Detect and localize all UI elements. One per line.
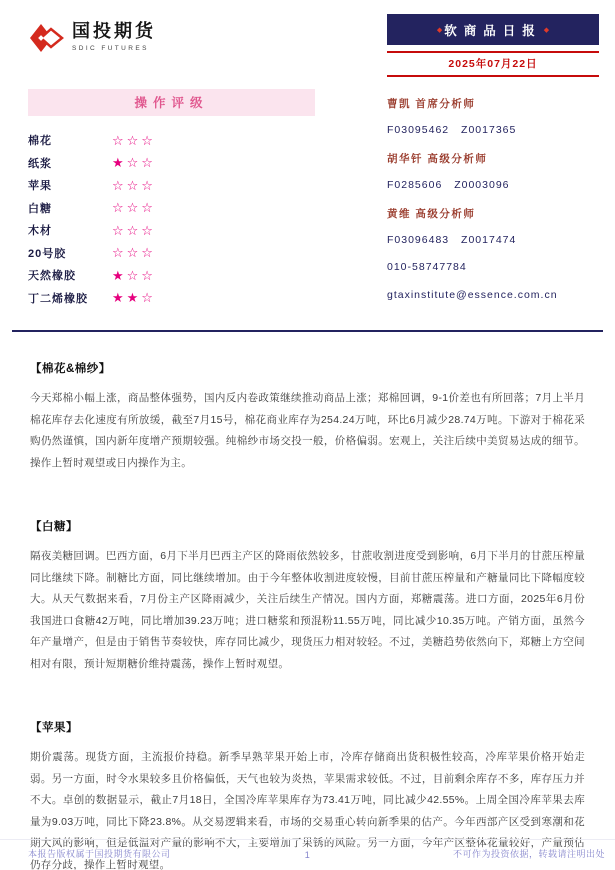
rating-row xyxy=(28,174,315,197)
brand-name: 国投期货 xyxy=(72,21,156,41)
rating-row xyxy=(28,129,315,152)
rating-list xyxy=(28,129,315,309)
rating-analyst-row xyxy=(0,77,615,316)
star-rating: ☆☆☆ xyxy=(112,245,156,261)
analyst-name: 胡华钎 高级分析师 xyxy=(387,153,488,165)
sdic-logo-icon xyxy=(28,22,64,54)
footer-disclaimer: 不可作为投资依据，转载请注明出处 xyxy=(452,849,605,859)
brand-logo xyxy=(28,22,156,54)
analyst-panel xyxy=(387,89,599,316)
star-rating: ★★☆ xyxy=(112,290,156,306)
section-sugar xyxy=(30,518,585,675)
star-rating: ☆☆☆ xyxy=(112,222,156,238)
analyst-license: F0285606 Z0003096 xyxy=(387,178,510,191)
rating-row xyxy=(28,152,315,175)
star-rating: ★☆☆ xyxy=(112,267,156,283)
analyst-name: 黄维 高级分析师 xyxy=(387,208,476,220)
report-body xyxy=(0,332,615,870)
commodity-name: 棉花 xyxy=(28,135,52,148)
section-body: 今天郑棉小幅上涨，商品整体强势，国内反内卷政策继续推动商品上涨；郑棉回调，9-1价差也有所回落；7月上半月棉花库存去化速度有所放缓，截至7月15号，棉花商业库存为254.24万吨，环比6月减少28.74万吨。下游对于棉花采购仍然谨慎，国内新年度增产预期较强。纯棉纱市场交投一般，价格偏弱。宏观上，关注后续中美贸易达成的细节。操作上暂时观望或日内操作为主。 xyxy=(30,392,585,469)
rating-row xyxy=(28,197,315,220)
rating-row xyxy=(28,264,315,287)
rating-panel xyxy=(28,89,315,316)
footer-copyright: 本报告版权属于国投期货有限公司 xyxy=(28,849,171,859)
section-body: 期价震荡。现货方面，主流报价持稳。新季早熟苹果开始上市，冷库存储商出货积极性较高，冷库苹果价格开始走弱。另一方面，时令水果较多且价格偏低，天气也较为炎热，苹果需求较低。不过，目前剩余库存不多，库存压力并不大。卓创的数据显示，截止7月18日，全国冷库苹果库存为73.41万吨，同比减少42.55%。上周全国冷库苹果去库量为9.03万吨，同比下降23.8%。从交易逻辑来看，市场的交易重心转向新季果的估产。今年西部产区受到寒潮和花期大风的影响，但是低温对产量的影响不大，主要增加了果锈的风险。另一方面，今年产区整体花量较好，产量预估仍存分歧，操作上暂时观望。 xyxy=(30,751,585,870)
commodity-name: 20号胶 xyxy=(28,247,67,260)
contact-phone: 010-58747784 xyxy=(387,261,467,273)
section-body: 隔夜美糖回调。巴西方面，6月下半月巴西主产区的降雨依然较多，甘蔗收割进度受到影响，6月下半月的甘蔗压榨量同比继续下降。制糖比方面，同比继续增加。由于今年整体收割进度较慢，目前甘蔗压榨量和产糖量同比下降幅度较大。从天气数据来看，7月份主产区降雨减少，关注后续生产情况。国内方面，郑糖震荡。进口方面，2025年6月份我国进口食糖42万吨，同比增加39.23万吨；进口糖浆和预混粉11.55万吨，同比减少10.35万吨。产销方面，虽然今年产量增产，但是由于销售节奏较快，库存同比减少，现货压力相对较轻。不过，美糖趋势依然向下，郑糖上方空间相对有限，预计短期糖价维持震荡，操作上暂时观望。 xyxy=(30,550,585,670)
section-title: 【苹果】 xyxy=(30,722,78,735)
analyst-license: F03095462 Z0017365 xyxy=(387,123,517,136)
rating-panel-header: 操作评级 xyxy=(28,89,315,116)
diamond-icon: ◆ xyxy=(543,26,550,34)
report-title: 软商品日报 xyxy=(444,23,542,38)
report-header xyxy=(0,0,615,77)
commodity-name: 丁二烯橡胶 xyxy=(28,292,88,305)
star-rating: ☆☆☆ xyxy=(112,177,156,193)
masthead xyxy=(387,14,599,77)
rating-row xyxy=(28,219,315,242)
page-footer xyxy=(0,839,615,860)
page-number: 1 xyxy=(304,850,311,860)
analyst-name: 曹凯 首席分析师 xyxy=(387,98,476,110)
contact-email[interactable]: gtaxinstitute@essence.com.cn xyxy=(387,288,558,301)
report-title-banner xyxy=(387,14,599,45)
commodity-name: 纸浆 xyxy=(28,157,52,170)
commodity-name: 天然橡胶 xyxy=(28,270,76,283)
star-rating: ☆☆☆ xyxy=(112,200,156,216)
brand-subtitle: SDIC FUTURES xyxy=(72,44,149,52)
rating-row xyxy=(28,287,315,310)
commodity-name: 苹果 xyxy=(28,180,52,193)
analyst-license: F03096483 Z0017474 xyxy=(387,233,517,246)
rating-row xyxy=(28,242,315,265)
star-rating: ★☆☆ xyxy=(112,155,156,171)
star-rating: ☆☆☆ xyxy=(112,132,156,148)
section-cotton xyxy=(30,360,585,474)
diamond-icon: ◆ xyxy=(436,26,443,34)
commodity-name: 白糖 xyxy=(28,202,52,215)
section-title: 【棉花&棉纱】 xyxy=(30,363,111,375)
commodity-name: 木材 xyxy=(28,225,52,238)
section-title: 【白糖】 xyxy=(30,521,78,534)
report-date: 2025年07月22日 xyxy=(387,51,599,77)
brand-text xyxy=(72,22,156,52)
